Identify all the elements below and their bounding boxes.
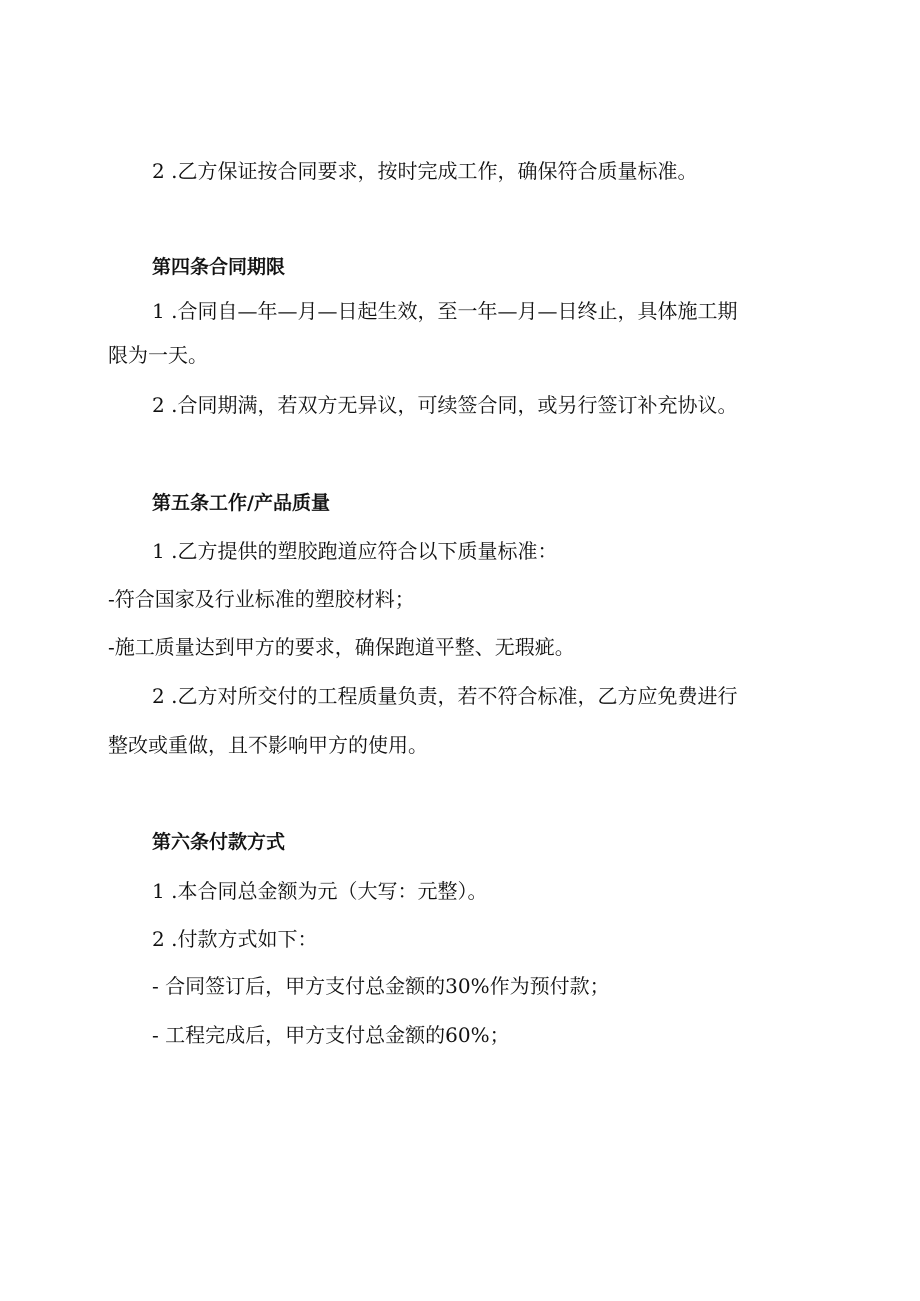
- clause-5-bullet-1: -符合国家及行业标准的塑胶材料；: [108, 587, 415, 611]
- clause-4-item-2: 2 .合同期满，若双方无异议，可续签合同，或另行签订补充协议。: [152, 393, 738, 417]
- clause-3-item-2: 2 .乙方保证按合同要求，按时完成工作，确保符合质量标准。: [152, 159, 698, 183]
- section-heading-5: 第五条工作/产品质量: [152, 492, 330, 514]
- clause-5-item-2: 2 .乙方对所交付的工程质量负责，若不符合标准，乙方应免费进行: [152, 684, 738, 708]
- clause-5-item-1: 1 .乙方提供的塑胶跑道应符合以下质量标准：: [152, 539, 558, 563]
- clause-6-item-1: 1 .本合同总金额为元（大写：元整）。: [152, 879, 488, 903]
- clause-5-bullet-2: -施工质量达到甲方的要求，确保跑道平整、无瑕疵。: [108, 635, 575, 659]
- clause-5-item-2-continued: 整改或重做，且不影响甲方的使用。: [108, 733, 428, 757]
- clause-6-bullet-1: - 合同签订后，甲方支付总金额的30%作为预付款；: [152, 974, 610, 998]
- section-heading-6: 第六条付款方式: [152, 831, 286, 853]
- clause-6-bullet-2: - 工程完成后，甲方支付总金额的60%；: [152, 1023, 510, 1047]
- clause-4-item-1: 1 .合同自—年—月—日起生效，至一年—月—日终止，具体施工期: [152, 299, 738, 323]
- clause-6-item-2: 2 .付款方式如下：: [152, 927, 318, 951]
- clause-4-item-1-continued: 限为一天。: [108, 343, 208, 367]
- section-heading-4: 第四条合同期限: [152, 256, 286, 278]
